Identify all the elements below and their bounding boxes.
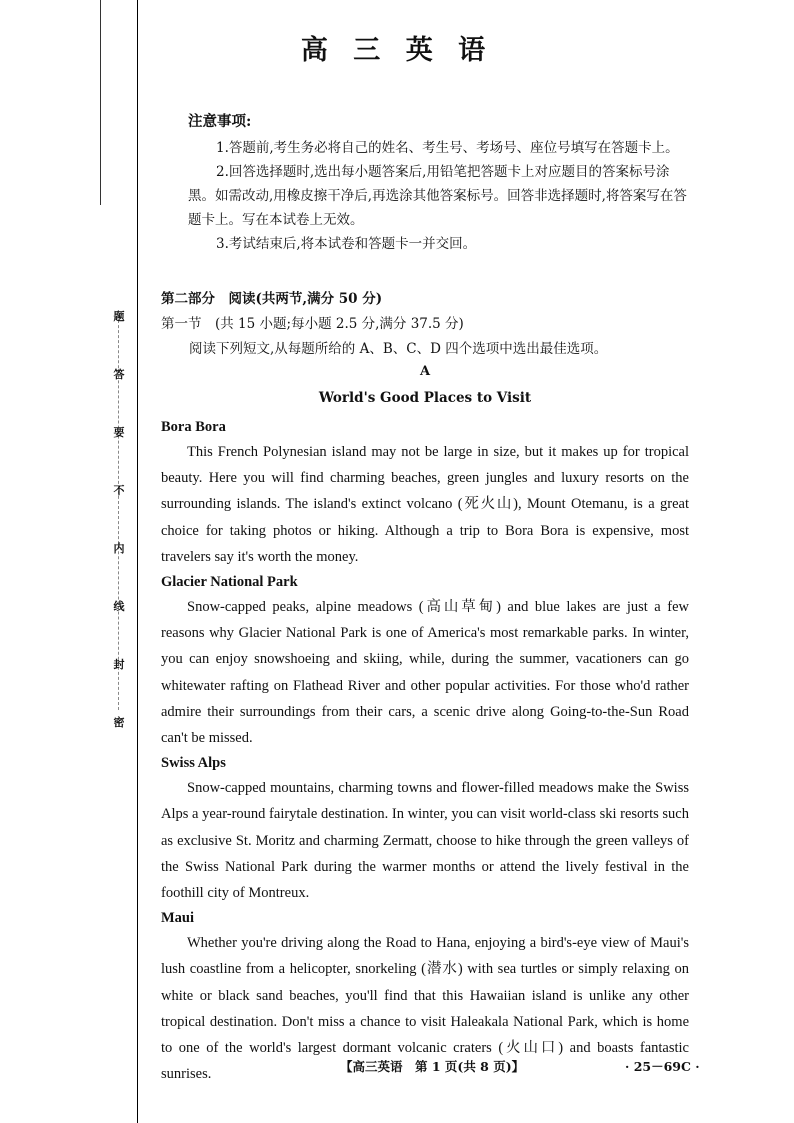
place-heading: Swiss Alps — [161, 755, 226, 772]
binding-line — [137, 0, 138, 1123]
place-heading: Glacier National Park — [161, 574, 298, 591]
passage-body — [161, 415, 689, 1087]
exam-notes — [188, 110, 688, 256]
place-paragraph: This French Polynesian island may not be large in size, but it makes up for tropical beauty. Here you will find charming beaches, green jungles and luxury resorts on the surrounding islands. The island's extinct volcano (死火山), Mount Otemanu, is a great choice for taking photos or hiking. Although a trip to Bora Bora is expensive, most travelers say it's worth the money. — [161, 444, 689, 565]
seal-char: 不 — [113, 484, 125, 497]
seal-char: 密 — [113, 716, 125, 729]
place-heading: Maui — [161, 910, 195, 927]
note-item: 2.回答选择题时,选出每小题答案后,用铅笔把答题卡上对应题目的答案标号涂黑。如需改动,用橡皮擦干净后,再选涂其他答案标号。回答非选择题时,将答案写在答题卡上。写在本试卷上无效。 — [188, 164, 687, 228]
place-paragraph: Whether you're driving along the Road to Hana, enjoying a bird's-eye view of Maui's lush coastline from a helicopter, snorkeling (潜水) with sea turtles or simply relaxing on white or black sand beaches, you'll find that this Hawaiian island is unlike any other tropical destination. Don't miss a chance to visit Haleakala National Park, which is home to one of the world's largest dormant volcanic craters (火山口) and boasts fantastic sunrises. — [161, 935, 689, 1083]
passage-letter: A — [419, 364, 431, 379]
seal-char: 封 — [113, 658, 125, 671]
note-item: 1.答题前,考生务必将自己的姓名、考生号、考场号、座位号填写在答题卡上。 — [216, 140, 679, 156]
part-heading: 第二部分 阅读(共两节,满分 50 分) — [161, 291, 383, 307]
seal-char: 线 — [113, 600, 125, 613]
exam-code: · 25－69C · — [625, 1059, 700, 1074]
page-title: 高 三 英 语 — [300, 35, 494, 66]
subsection-heading: 第一节 (共 15 小题;每小题 2.5 分,满分 37.5 分) — [161, 316, 464, 332]
notes-heading: 注意事项: — [188, 113, 252, 130]
page-number: 【高三英语 第 1 页(共 8 页)】 — [340, 1059, 525, 1074]
note-item: 3.考试结束后,将本试卷和答题卡一并交回。 — [216, 236, 477, 252]
instructions: 阅读下列短文,从每题所给的 A、B、C、D 四个选项中选出最佳选项。 — [189, 341, 608, 357]
place-paragraph: Snow-capped peaks, alpine meadows (高山草甸) and blue lakes are just a few reasons why Glacier National Park is one of America's most remarkable parks. In winter, you can enjoy snowshoeing and skiing, while, during the summer, vacationers can go whitewater rafting on Flathead River and other popular activities. For those who'd rather admire their surroundings from their cars, a scenic drive along Going-to-the-Sun Road can't be missed. — [161, 599, 689, 747]
seal-char: 要 — [113, 426, 125, 439]
seal-char: 题 — [113, 310, 125, 323]
seal-char: 答 — [113, 368, 125, 381]
place-heading: Bora Bora — [161, 419, 226, 435]
place-paragraph: Snow-capped mountains, charming towns and flower-filled meadows make the Swiss Alps a year-round fairytale destination. In winter, you can visit world-class ski resorts such as exclusive St. Moritz and charming Zermatt, choose to hike through the green valleys of the Swiss National Park during the warmer months or attend the lively festival in the foothill city of Montreux. — [161, 780, 689, 902]
passage-title: World's Good Places to Visit — [318, 390, 532, 406]
seal-char: 内 — [113, 542, 125, 555]
